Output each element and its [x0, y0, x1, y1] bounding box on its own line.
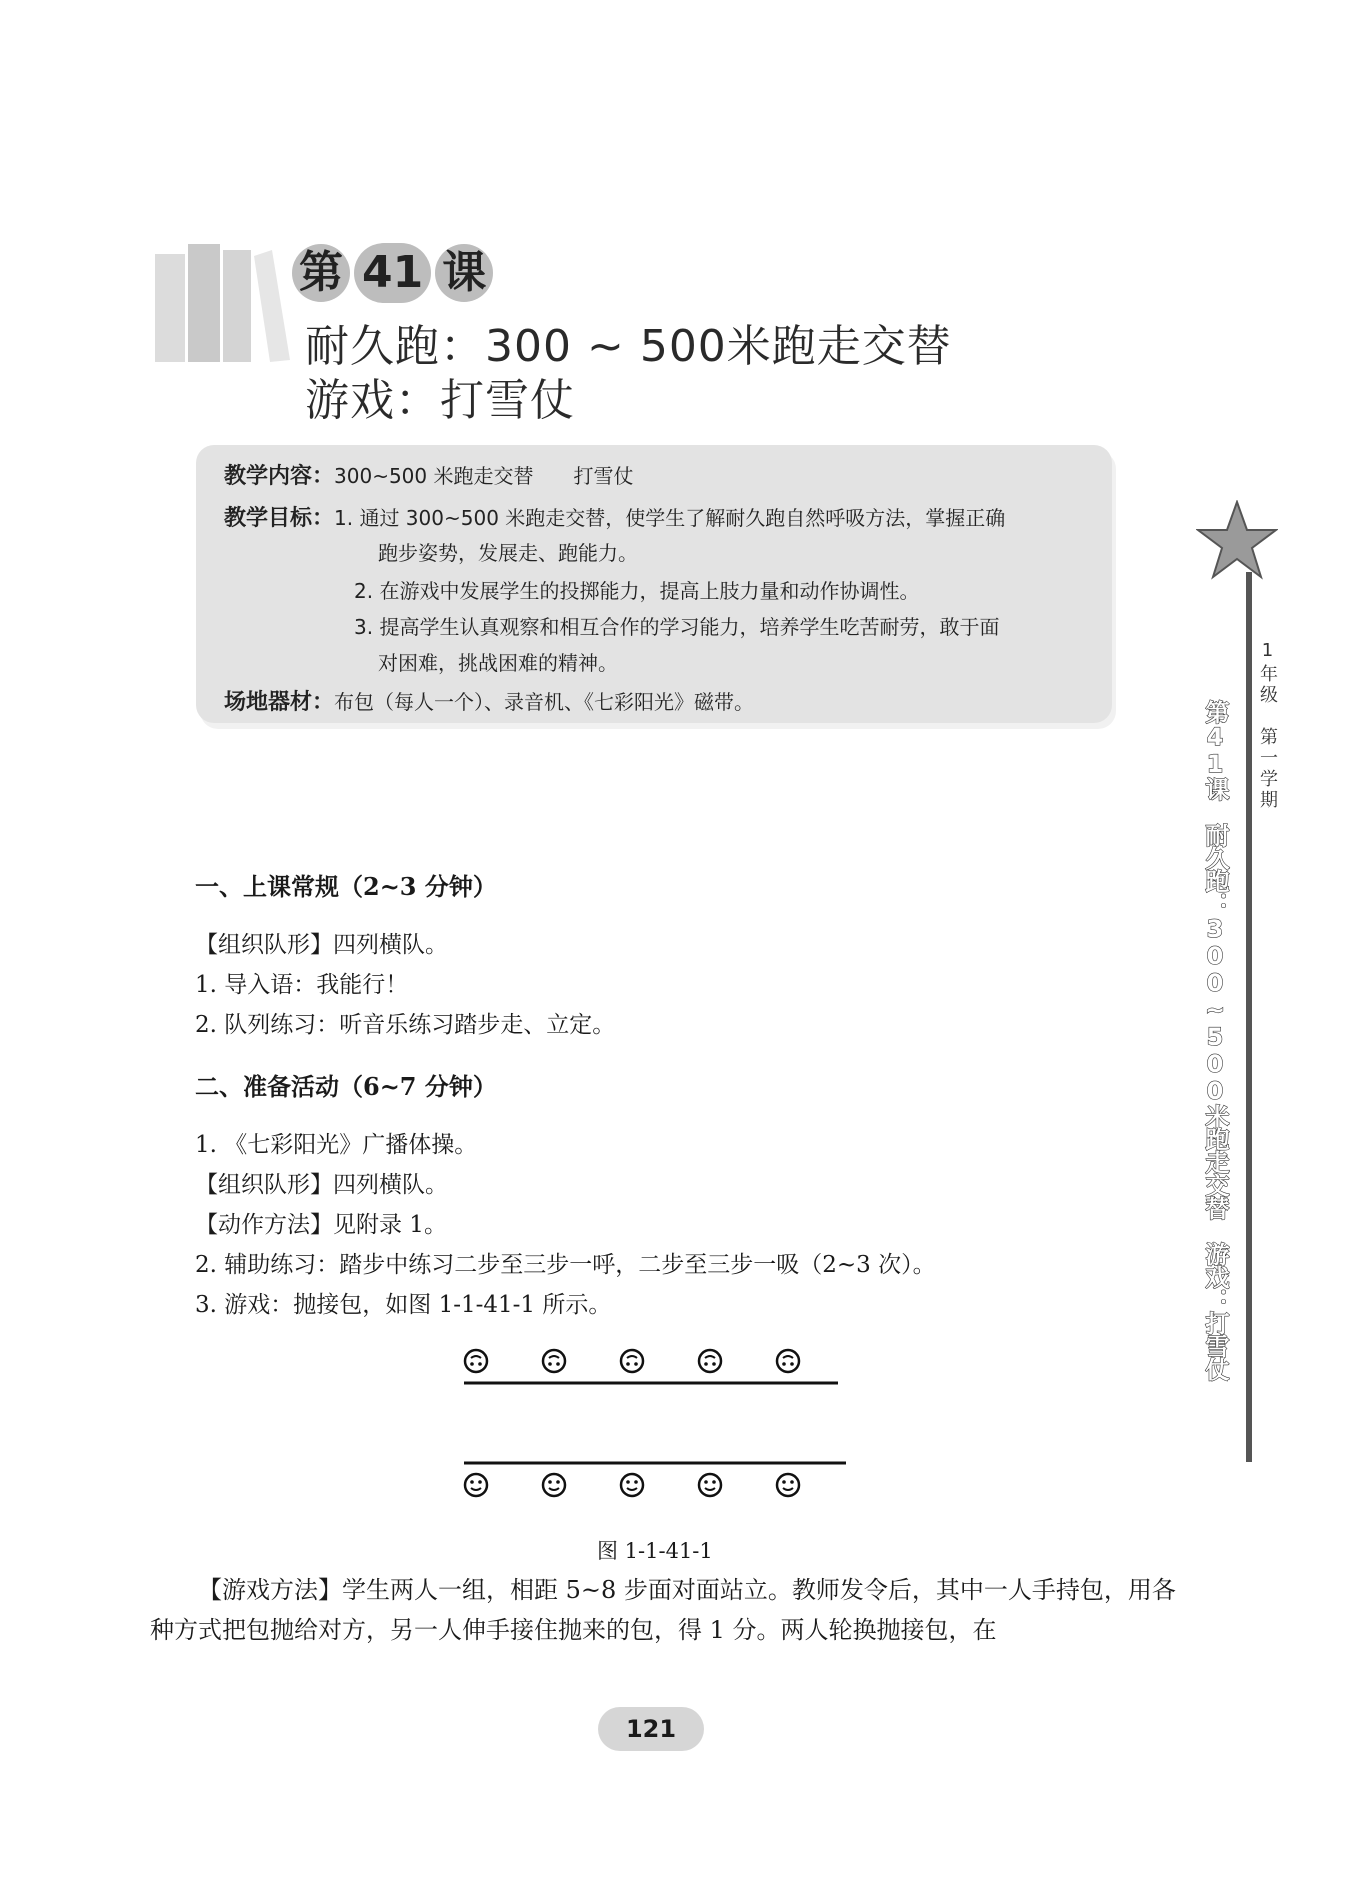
content-row: [224, 459, 633, 490]
student-face-back: [465, 1350, 487, 1372]
text-line: 2. 辅助练习：踏步中练习二步至三步一呼，二步至三步一吸（2~3 次）。: [195, 1252, 936, 1278]
goal-label: 教学目标：: [224, 506, 335, 531]
student-face-front: [777, 1474, 799, 1496]
star-icon: [1196, 500, 1278, 580]
section2-heading: 二、准备活动（6~7 分钟）: [195, 1072, 497, 1101]
goal-row: [224, 501, 1005, 532]
student-face-front: [621, 1474, 643, 1496]
lesson-title-line1: 耐久跑：300 ~ 500米跑走交替: [305, 321, 952, 372]
text-line: 【组织队形】四列横队。: [195, 932, 448, 958]
text-line: 2. 队列练习：听音乐练习踏步走、立定。: [195, 1012, 616, 1038]
sidebar-grade: 1年级 第一学期: [1257, 640, 1278, 811]
student-face-front: [543, 1474, 565, 1496]
student-face-back: [543, 1350, 565, 1372]
student-face-back: [699, 1350, 721, 1372]
lesson-suffix: 课: [435, 244, 493, 302]
text-line: 3. 游戏：抛接包，如图 1-1-41-1 所示。: [195, 1292, 612, 1318]
goal-line: 1. 通过 300~500 米跑走交替，使学生了解耐久跑自然呼吸方法，掌握正确: [334, 506, 1006, 530]
figure-caption: 图 1-1-41-1: [597, 1539, 713, 1563]
lesson-number: 41: [354, 243, 431, 303]
text-line: 【动作方法】见附录 1。: [195, 1212, 447, 1238]
student-face-back: [777, 1350, 799, 1372]
info-box: [196, 445, 1112, 723]
content-value: 300~500 米跑走交替 打雪仗: [334, 464, 634, 488]
student-face-back: [621, 1350, 643, 1372]
goal-line: 对困难，挑战困难的精神。: [378, 651, 618, 675]
goal-line: 3. 提高学生认真观察和相互合作的学习能力，培养学生吃苦耐劳，敢于面: [354, 615, 1000, 639]
books-icon: [150, 240, 290, 365]
sidebar-title: 第41课 耐久跑：300~500米跑走交替 游戏：打雪仗: [1201, 700, 1229, 1380]
text-line: 1. 导入语：我能行！: [195, 972, 409, 998]
game-method-paragraph: 【游戏方法】学生两人一组，相距 5~8 步面对面站立。教师发令后，其中一人手持包，用各种方式把包抛给对方，另一人伸手接住抛来的包，得 1 分。两人轮换抛接包，在: [150, 1576, 1176, 1644]
page-number: 121: [598, 1707, 704, 1751]
lesson-title-line2: 游戏：打雪仗: [305, 375, 575, 426]
equipment-label: 场地器材：: [224, 690, 335, 715]
lesson-badge: [292, 238, 493, 308]
equipment-value: 布包（每人一个）、录音机、《七彩阳光》磁带。: [334, 690, 755, 714]
section1-heading: 一、上课常规（2~3 分钟）: [195, 872, 497, 901]
text-line: 1. 《七彩阳光》广播体操。: [195, 1132, 478, 1158]
student-face-front: [465, 1474, 487, 1496]
formation-figure: [460, 1345, 860, 1510]
goal-line: 2. 在游戏中发展学生的投掷能力，提高上肢力量和动作协调性。: [354, 579, 920, 603]
equipment-row: [224, 685, 754, 716]
text-line: 【组织队形】四列横队。: [195, 1172, 448, 1198]
lesson-prefix: 第: [292, 244, 350, 302]
student-face-front: [699, 1474, 721, 1496]
sidebar-line: [1246, 572, 1252, 1462]
content-label: 教学内容：: [224, 464, 335, 489]
goal-line: 跑步姿势，发展走、跑能力。: [378, 541, 638, 565]
